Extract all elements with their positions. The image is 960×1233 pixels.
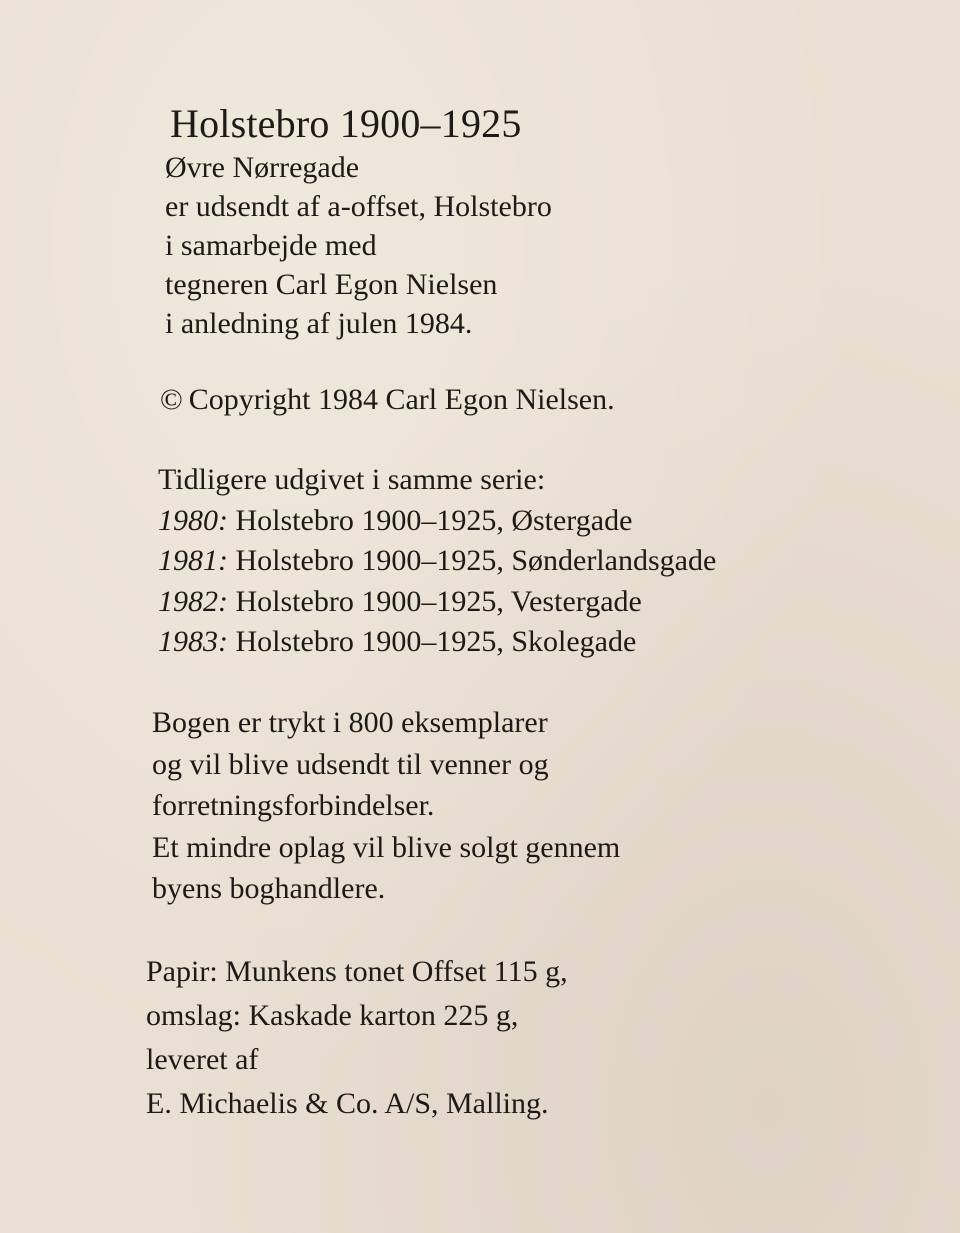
copyright-icon: © (160, 383, 183, 416)
series-item-title: Holstebro 1900–1925, Østergade (235, 503, 633, 537)
edition-line: forretningsforbindelser. (152, 789, 435, 822)
copyright-notice (160, 380, 615, 419)
paper-paragraph (146, 950, 568, 1126)
series-item-title: Holstebro 1900–1925, Sønderlandsgade (235, 544, 717, 577)
edition-line: Bogen er trykt i 800 eksemplarer (152, 706, 548, 739)
series-item (158, 622, 716, 663)
copyright-text: Copyright 1984 Carl Egon Nielsen. (188, 383, 615, 416)
series-item-year: 1981: (158, 544, 228, 577)
intro-line: tegneren Carl Egon Nielsen (165, 268, 498, 301)
edition-line: byens boghandlere. (152, 872, 386, 905)
copyright-line (160, 380, 615, 419)
series-heading: Tidligere udgivet i samme serie: (158, 463, 546, 496)
series-item (158, 582, 716, 623)
paper-line: omslag: Kaskade karton 225 g, (146, 999, 519, 1032)
series-item-title: Holstebro 1900–1925, Vestergade (235, 584, 642, 618)
intro-line: er udsendt af a-offset, Holstebro (165, 190, 552, 223)
previous-series-list (158, 460, 716, 663)
paper-line: Papir: Munkens tonet Offset 115 g, (146, 955, 568, 988)
page-title: Holstebro 1900–1925 (170, 101, 522, 146)
series-item-year: 1983: (158, 625, 228, 658)
intro-paragraph (165, 148, 552, 343)
edition-paragraph (152, 702, 620, 910)
intro-line: i samarbejde med (165, 229, 377, 262)
series-item-year: 1980: (158, 503, 228, 537)
edition-line: og vil blive udsendt til venner og (152, 747, 549, 781)
series-item (158, 541, 716, 582)
edition-line: Et mindre oplag vil blive solgt gennem (152, 830, 621, 864)
series-item-title: Holstebro 1900–1925, Skolegade (235, 625, 637, 658)
series-item (158, 501, 716, 542)
series-item-year: 1982: (158, 584, 228, 618)
paper-line: leveret af (146, 1043, 259, 1076)
intro-line: Øvre Nørregade (165, 151, 360, 184)
paper-line: E. Michaelis & Co. A/S, Malling. (146, 1087, 549, 1120)
intro-line: i anledning af julen 1984. (165, 307, 473, 340)
